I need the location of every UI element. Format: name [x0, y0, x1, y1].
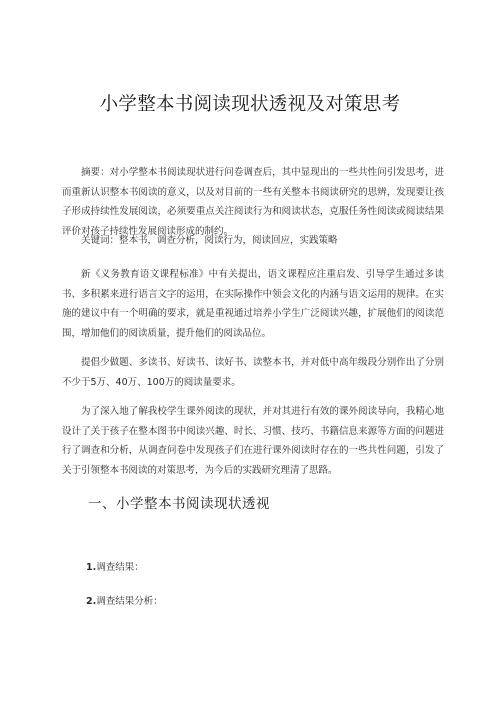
- document-title: 小学整本书阅读现状透视及对策思考: [99, 94, 401, 115]
- section-heading: 一、小学整本书阅读现状透视: [88, 496, 270, 512]
- abstract-paragraph: 摘要：对小学整本书阅读现状进行问卷调查后，其中显现出的一些共性问引发思考，进而重新认识整本书阅读的意义，以及对目前的一些有关整本书阅读研究的思辨，发现要让孩子形成持续性发展阅读，必须要重点关注阅读行为和阅读状态，克服任务性阅读或阅读结果评价对孩子持续性发展阅读形成的制约。: [62, 167, 444, 237]
- subsection-item: [86, 593, 163, 607]
- keywords-paragraph: 关键词：整本书，调查分析，阅读行为，阅读回应，实践策略: [81, 235, 338, 246]
- body-paragraph: 为了深入地了解我校学生课外阅读的现状，并对其进行有效的课外阅读导向，我精心地设计了关于孩子在整本图书中阅读兴趣、时长、习惯、技巧、书籍信息来源等方面的问题进行了调查和分析，从调查问卷中发现孩子们在进行课外阅读时存在的一些共性问题，引发了关于引领整本书阅读的对策思考，为今后的实践研究理清了思路。: [62, 406, 444, 476]
- subsection-number: 2.: [86, 596, 97, 607]
- subsection-item: [86, 559, 144, 573]
- body-paragraph: 提倡少做题、多读书、好读书、读好书、读整本书，并对低中高年级段分别作出了分别不少于5万、40万、100万的阅读量要求。: [62, 357, 444, 388]
- subsection-label: 调查结果分析：: [96, 596, 163, 607]
- subsection-number: 1.: [86, 562, 97, 573]
- subsection-label: 调查结果：: [96, 562, 144, 573]
- body-paragraph: 新《义务教育语文课程标准》中有关提出，语文课程应注重启发、引导学生通过多读书、多积累来进行语言文字的运用，在实际操作中领会文化的内涵与语文运用的规律。在实施的建议中有一个明确的要求，就是重视通过培养小学生广泛阅读兴趣，扩展他们的阅读范围，增加他们的阅读质量，提升他们的阅读品位。: [62, 269, 444, 339]
